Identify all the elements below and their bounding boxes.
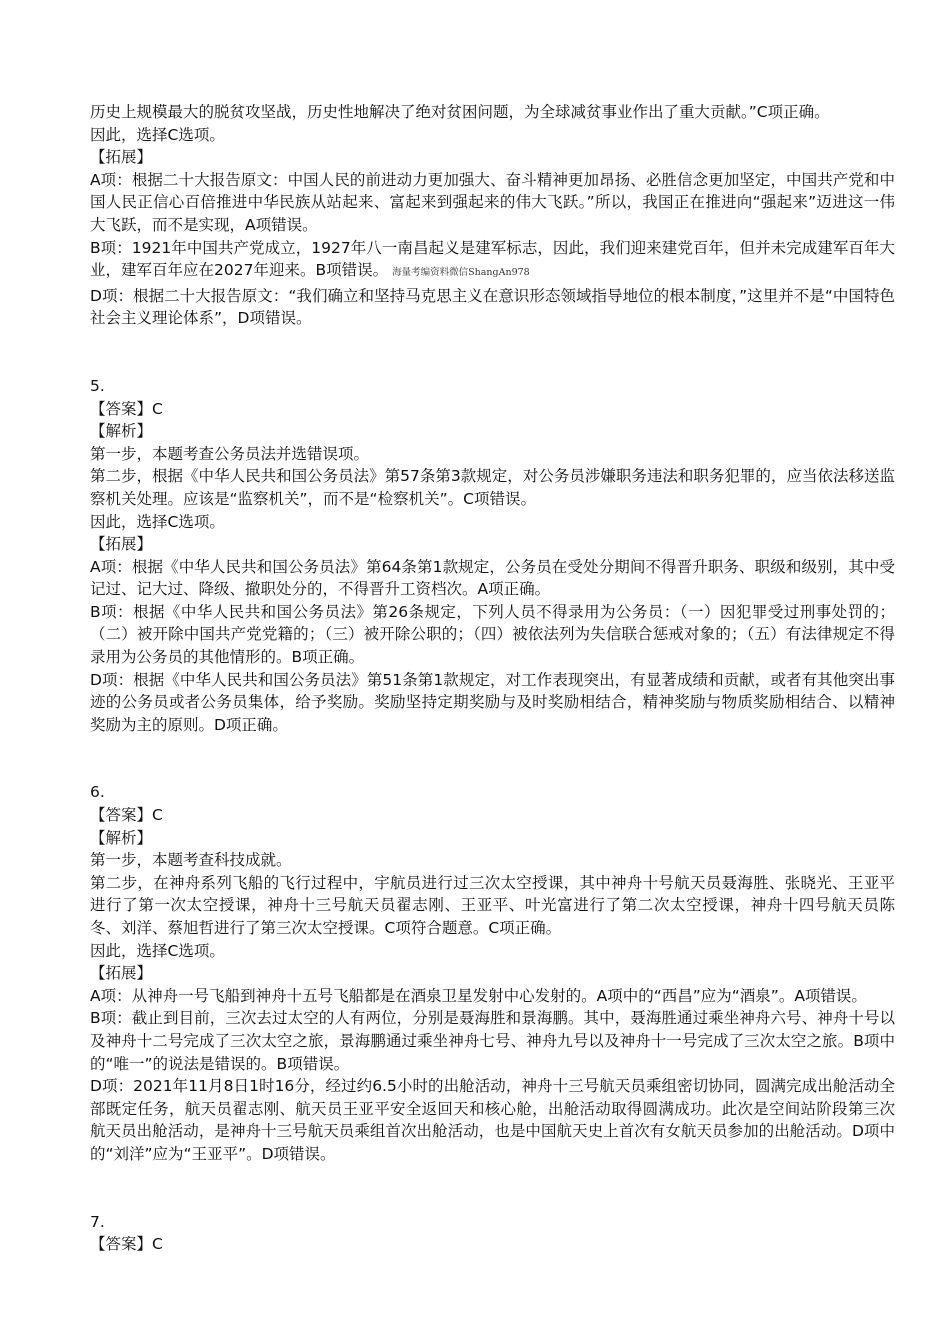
paragraph: 第一步，本题考查科技成就。 — [90, 851, 292, 870]
question-number: 7. — [90, 1212, 105, 1231]
section-heading: 【拓展】 — [90, 148, 153, 167]
paragraph: D项：根据二十大报告原文：“我们确立和坚持马克思主义在意识形态领域指导地位的根本制度，”这里并不是“中国特色社会主义理论体系”，D项错误。 — [90, 286, 895, 328]
paragraph: B项：截止到目前，三次去过太空的人有两位，分别是聂海胜和景海鹏。其中，聂海胜通过乘坐神舟六号、神舟十号以及神舟十二号完成了三次太空之旅，景海鹏通过乘坐神舟七号、神舟九号以及神舟十一号完成了三次太空之旅。B项中的“唯一”的说法是错误的。B项错误。 — [90, 1009, 895, 1073]
question-number: 6. — [90, 783, 105, 802]
section-heading: 【拓展】 — [90, 964, 153, 983]
paragraph: B项：根据《中华人民共和国公务员法》第26条规定，下列人员不得录用为公务员：（一）因犯罪受过刑事处罚的；（二）被开除中国共产党党籍的；（三）被开除公职的；（四）被依法列为失信联合惩戒对象的；（五）有法律规定不得录用为公务员的其他情形的。B项正确。 — [90, 602, 895, 667]
paragraph: 因此，选择C选项。 — [90, 941, 225, 960]
paragraph: 第一步，本题考查公务员法并选错误项。 — [90, 444, 370, 463]
paragraph: A项：根据二十大报告原文：中国人民的前进动力更加强大、奋斗精神更加昂扬、必胜信念更加坚定，中国共产党和中国人民正信心百倍推进中华民族从站起来、富起来到强起来的伟大飞跃。”所以，我国正在推进向“强起来”迈进这一伟大飞跃，而不是实现，A项错误。 — [90, 170, 895, 234]
question-number: 5. — [90, 376, 105, 395]
answer-line: 【答案】C — [90, 806, 163, 825]
watermark-text: 海量考编资料微信ShangAn978 — [392, 267, 530, 279]
paragraph: D项：根据《中华人民共和国公务员法》第51条第1款规定，对工作表现突出，有显著成绩和贡献，或者有其他突出事迹的公务员或者公务员集体，给予奖励。奖励坚持定期奖励与及时奖励相结合，精神奖励与物质奖励相结合、以精神奖励为主的原则。D项正确。 — [90, 670, 895, 734]
spacer — [90, 330, 895, 375]
paragraph-text: B项：1921年中国共产党成立，1927年八一南昌起义是建军标志，因此，我们迎来建党百年，但并未完成建军百年大业，建军百年应在2027年迎来。B项错误。 — [90, 238, 895, 280]
spacer — [90, 1166, 895, 1211]
answer-line: 【答案】C — [90, 1235, 163, 1254]
section-heading: 【拓展】 — [90, 535, 153, 554]
paragraph: 因此，选择C选项。 — [90, 512, 225, 531]
document-page — [90, 101, 895, 1256]
spacer — [90, 736, 895, 781]
paragraph: A项：从神舟一号飞船到神舟十五号飞船都是在酒泉卫星发射中心发射的。A项中的“西昌”应为“酒泉”。A项错误。 — [90, 986, 867, 1005]
paragraph: 第二步，根据《中华人民共和国公务员法》第57条第3款规定，对公务员涉嫌职务违法和职务犯罪的，应当依法移送监察机关处理。应该是“监察机关”，而不是“检察机关”。C项错误。 — [90, 467, 895, 508]
section-heading: 【解析】 — [90, 422, 153, 441]
paragraph: D项：2021年11月8日1时16分，经过约6.5小时的出舱活动，神舟十三号航天员乘组密切协同，圆满完成出舱活动全部既定任务，航天员翟志刚、航天员王亚平安全返回天和核心舱，出舱活动取得圆满成功。此次是空间站阶段第三次航天员出舱活动，是神舟十三号航天员乘组首次出舱活动，也是中国航天史上首次有女航天员参加的出舱活动。D项中的“刘洋”应为“王亚平”。D项错误。 — [90, 1077, 895, 1163]
paragraph: A项：根据《中华人民共和国公务员法》第64条第1款规定，公务员在受处分期间不得晋升职务、职级和级别，其中受记过、记大过、降级、撤职处分的，不得晋升工资档次。A项正确。 — [90, 557, 895, 599]
paragraph: 因此，选择C选项。 — [90, 125, 225, 144]
paragraph: 历史上规模最大的脱贫攻坚战，历史性地解决了绝对贫困问题，为全球减贫事业作出了重大贡献。”C项正确。 — [90, 103, 830, 121]
section-heading: 【解析】 — [90, 828, 153, 847]
paragraph: 第二步，在神舟系列飞船的飞行过程中，宇航员进行过三次太空授课，其中神舟十号航天员聂海胜、张晓光、王亚平进行了第一次太空授课，神舟十三号航天员翟志刚、王亚平、叶光富进行了第二次太空授课，神舟十四号航天员陈冬、刘洋、蔡旭哲进行了第三次太空授课。C项符合题意。C项正确。 — [90, 873, 895, 937]
paragraph — [90, 237, 895, 285]
answer-line: 【答案】C — [90, 399, 163, 418]
